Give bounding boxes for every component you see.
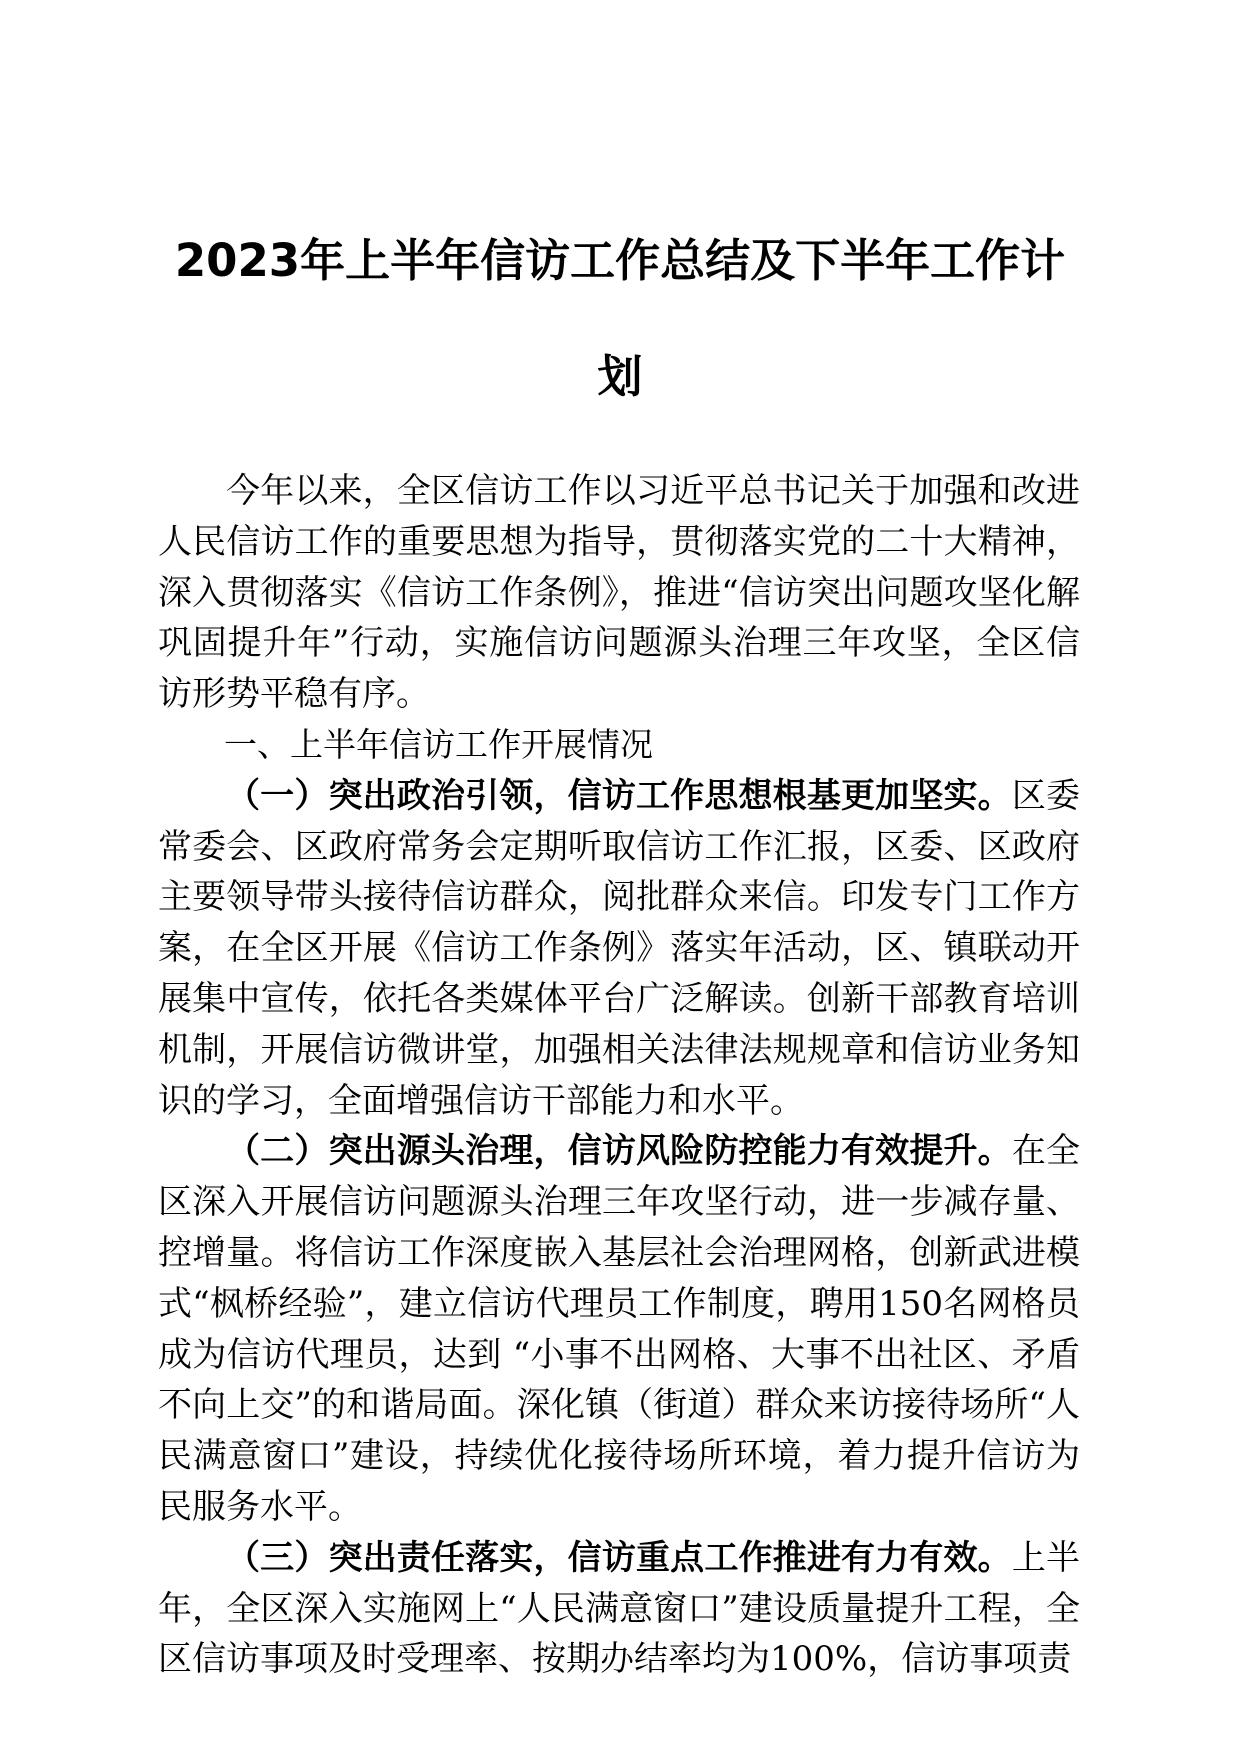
item-3-lead: （三）突出责任落实，信访重点工作推进有力有效。: [226, 1537, 1012, 1578]
section-heading: 一、上半年信访工作开展情况: [224, 724, 653, 764]
document-title-line-2: 划: [597, 350, 643, 403]
item-2-lead: （二）突出源头治理，信访风险防控能力有效提升。: [226, 1131, 1012, 1172]
item-3-text: 上半年，全区深入实施网上“人民满意窗口”建设质量提升工程，全区信访事项及时受理率、按期办结率均为100%，信访事项责: [158, 1537, 1081, 1680]
intro-paragraph: 今年以来，全区信访工作以习近平总书记关于加强和改进人民信访工作的重要思想为指导，贯彻落实党的二十大精神，深入贯彻落实《信访工作条例》，推进“信访突出问题攻坚化解巩固提升年”行动，实施信访问题源头治理三年攻坚，全区信访形势平稳有序。: [158, 471, 1080, 715]
paragraph-item-3: [158, 1533, 1080, 1685]
document-title-line-1: 2023年上半年信访工作总结及下半年工作计: [174, 234, 1066, 287]
document-body: [158, 466, 1080, 1685]
item-2-text: 在全区深入开展信访问题源头治理三年攻坚行动，进一步减存量、控增量。将信访工作深度嵌入基层社会治理网格，创新武进模式“枫桥经验”，建立信访代理员工作制度，聘用150名网格员成为信访代理员，达到 “小事不出网格、大事不出社区、矛盾不向上交”的和谐局面。深化镇（街道）群众来访接待场所“人民满意窗口”建设，持续优化接待场所环境，着力提升信访为民服务水平。: [158, 1131, 1081, 1527]
item-1-lead: （一）突出政治引领，信访工作思想根基更加坚实。: [226, 775, 1012, 816]
item-1-text: 区委常委会、区政府常务会定期听取信访工作汇报，区委、区政府主要领导带头接待信访群众，阅批群众来信。印发专门工作方案，在全区开展《信访工作条例》落实年活动，区、镇联动开展集中宣传，依托各类媒体平台广泛解读。创新干部教育培训机制，开展信访微讲堂，加强相关法律法规规章和信访业务知识的学习，全面增强信访干部能力和水平。: [158, 775, 1081, 1121]
paragraph-item-1: [158, 771, 1080, 1127]
paragraph-item-2: [158, 1126, 1080, 1532]
